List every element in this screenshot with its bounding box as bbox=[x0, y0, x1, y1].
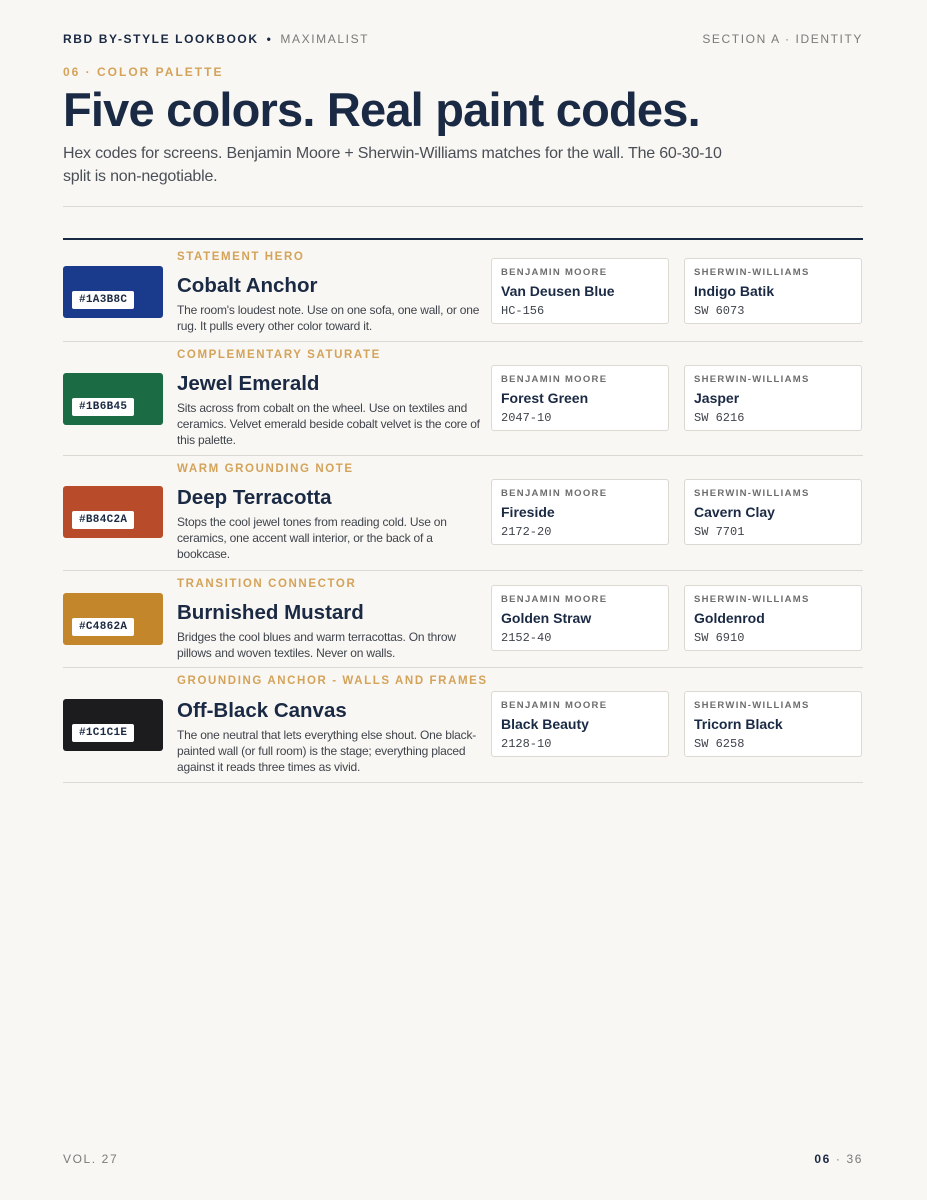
brand-title bbox=[63, 32, 369, 46]
paint-code: SW 6258 bbox=[694, 737, 745, 751]
paint-brand: SHERWIN-WILLIAMS bbox=[694, 267, 810, 278]
paint-name: Black Beauty bbox=[501, 716, 589, 732]
benjamin-moore-card bbox=[491, 585, 669, 651]
benjamin-moore-card bbox=[491, 691, 669, 757]
sherwin-williams-card bbox=[684, 585, 862, 651]
color-name: Jewel Emerald bbox=[177, 372, 320, 395]
current-page: 06 bbox=[814, 1152, 831, 1166]
benjamin-moore-card bbox=[491, 479, 669, 545]
paint-code: 2152-40 bbox=[501, 631, 552, 645]
paint-brand: BENJAMIN MOORE bbox=[501, 488, 608, 499]
paint-name: Golden Straw bbox=[501, 610, 592, 626]
volume-label: VOL. 27 bbox=[63, 1152, 119, 1166]
sherwin-williams-card bbox=[684, 258, 862, 324]
color-name: Burnished Mustard bbox=[177, 601, 364, 624]
paint-code: 2047-10 bbox=[501, 411, 552, 425]
color-description: Sits across from cobalt on the wheel. Use on textiles and ceramics. Velvet emerald beside cobalt velvet is the core of this palette. bbox=[177, 401, 480, 447]
palette-row bbox=[63, 571, 863, 668]
page-number bbox=[814, 1152, 863, 1166]
color-role: GROUNDING ANCHOR - WALLS AND FRAMES bbox=[177, 675, 488, 687]
paint-code: 2172-20 bbox=[501, 525, 552, 539]
paint-name: Jasper bbox=[694, 390, 740, 406]
sherwin-williams-card bbox=[684, 691, 862, 757]
paint-brand: BENJAMIN MOORE bbox=[501, 594, 608, 605]
color-name: Deep Terracotta bbox=[177, 486, 332, 509]
color-swatch bbox=[63, 593, 163, 645]
page-header bbox=[63, 32, 863, 48]
paint-name: Cavern Clay bbox=[694, 504, 775, 520]
paint-brand: SHERWIN-WILLIAMS bbox=[694, 374, 810, 385]
paint-brand: SHERWIN-WILLIAMS bbox=[694, 594, 810, 605]
hex-code-chip: #1A3B8C bbox=[72, 291, 134, 309]
palette-row bbox=[63, 456, 863, 571]
sherwin-williams-card bbox=[684, 479, 862, 545]
paint-brand: BENJAMIN MOORE bbox=[501, 374, 608, 385]
color-name: Off-Black Canvas bbox=[177, 699, 347, 722]
benjamin-moore-card bbox=[491, 365, 669, 431]
paint-name: Tricorn Black bbox=[694, 716, 783, 732]
paint-code: SW 6910 bbox=[694, 631, 745, 645]
hex-code-chip: #1C1C1E bbox=[72, 724, 134, 742]
color-role: WARM GROUNDING NOTE bbox=[177, 463, 354, 475]
paint-code: HC-156 bbox=[501, 304, 545, 318]
color-name: Cobalt Anchor bbox=[177, 274, 318, 297]
benjamin-moore-card bbox=[491, 258, 669, 324]
color-description: The one neutral that lets everything else shout. One black-painted wall (or full room) is the stage; everything placed against it reads three times as vivid. bbox=[177, 728, 477, 774]
paint-name: Van Deusen Blue bbox=[501, 283, 615, 299]
paint-brand: SHERWIN-WILLIAMS bbox=[694, 700, 810, 711]
paint-code: SW 6073 bbox=[694, 304, 745, 318]
paint-name: Goldenrod bbox=[694, 610, 765, 626]
color-description: Bridges the cool blues and warm terracottas. On throw pillows and woven textiles. Never on walls. bbox=[177, 630, 456, 660]
paint-name: Forest Green bbox=[501, 390, 589, 406]
color-swatch bbox=[63, 266, 163, 318]
paint-code: SW 6216 bbox=[694, 411, 745, 425]
color-swatch bbox=[63, 699, 163, 751]
paint-brand: SHERWIN-WILLIAMS bbox=[694, 488, 810, 499]
paint-brand: BENJAMIN MOORE bbox=[501, 267, 608, 278]
color-role: TRANSITION CONNECTOR bbox=[177, 578, 357, 590]
hex-code-chip: #B84C2A bbox=[72, 511, 134, 529]
brand-name: RBD BY-STYLE LOOKBOOK bbox=[63, 32, 259, 46]
paint-code: SW 7701 bbox=[694, 525, 745, 539]
color-description: Stops the cool jewel tones from reading cold. Use on ceramics, one accent wall interior, or the back of a bookcase. bbox=[177, 515, 447, 561]
paint-code: 2128-10 bbox=[501, 737, 552, 751]
header-separator: • bbox=[266, 32, 273, 46]
total-pages: 36 bbox=[846, 1152, 863, 1166]
hex-code-chip: #1B6B45 bbox=[72, 398, 134, 416]
color-swatch bbox=[63, 373, 163, 425]
paint-brand: BENJAMIN MOORE bbox=[501, 700, 608, 711]
color-role: STATEMENT HERO bbox=[177, 251, 305, 263]
palette-row bbox=[63, 342, 863, 456]
paint-name: Fireside bbox=[501, 504, 555, 520]
lookbook-page bbox=[63, 0, 863, 1200]
palette-row bbox=[63, 668, 863, 783]
divider bbox=[63, 206, 863, 207]
hex-code-chip: #C4862A bbox=[72, 618, 134, 636]
color-swatch bbox=[63, 486, 163, 538]
eyebrow-label: 06 · COLOR PALETTE bbox=[63, 65, 224, 79]
page-separator: · bbox=[830, 1152, 847, 1166]
sherwin-williams-card bbox=[684, 365, 862, 431]
page-title: Five colors. Real paint codes. bbox=[63, 83, 700, 136]
style-name: MAXIMALIST bbox=[280, 32, 370, 46]
color-role: COMPLEMENTARY SATURATE bbox=[177, 349, 381, 361]
paint-name: Indigo Batik bbox=[694, 283, 775, 299]
section-label: SECTION A · IDENTITY bbox=[702, 32, 863, 46]
palette-row bbox=[63, 240, 863, 342]
intro-text: Hex codes for screens. Benjamin Moore + Sherwin-Williams matches for the wall. The 60-30-10 split is non-negotiable. bbox=[63, 145, 722, 185]
color-description: The room's loudest note. Use on one sofa, one wall, or one rug. It pulls every other color toward it. bbox=[177, 303, 480, 333]
